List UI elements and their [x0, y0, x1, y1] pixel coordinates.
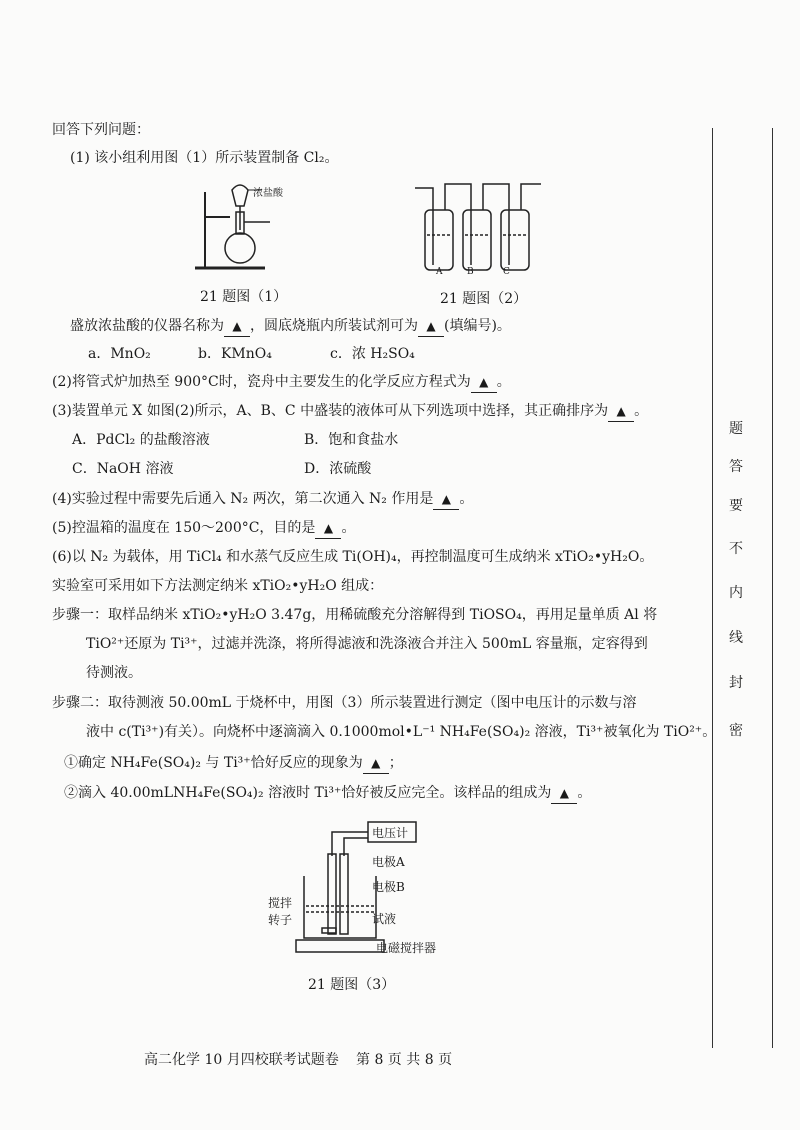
blank-mark: ▲: [616, 404, 626, 418]
step2-sub1: [64, 753, 403, 774]
footer-page-number: 第 8 页 共 8 页: [356, 1052, 453, 1068]
q1-line2-part-a: 盛放浓盐酸的仪器名称为: [70, 318, 224, 334]
q1-line2: [70, 316, 511, 337]
blank-mark: ▲: [426, 319, 436, 333]
fig3-label-stirrer-2: 转子: [268, 913, 293, 927]
fig1-label-hcl: 浓盐酸: [253, 188, 283, 199]
step2-sub2: [64, 783, 591, 804]
blank-mark: ▲: [441, 492, 451, 506]
margin-char-4: 内: [729, 585, 743, 601]
q6-line1: (6)以 N₂ 为载体，用 TiCl₄ 和水蒸气反应生成 Ti(OH)₄，再控制温度可生成纳米 xTiO₂•yH₂O。: [52, 549, 654, 565]
margin-line-outer: [772, 128, 773, 1048]
q2-line: [52, 372, 511, 393]
intro-text: 回答下列问题：: [52, 122, 150, 138]
fig3-label-electrode-b: 电极B: [372, 880, 405, 894]
q1-line2-part-c: (填编号)。: [444, 318, 511, 334]
fig3-label-magnetic-stirrer: 电磁搅拌器: [376, 941, 437, 955]
step2-sub2-text: ②滴入 40.00mLNH₄Fe(SO₄)₂ 溶液时 Ti³⁺恰好被反应完全。该样品的组成为: [64, 785, 552, 801]
answer-blank-7[interactable]: [363, 753, 389, 774]
q3-text: (3)装置单元 X 如图(2)所示，A、B、C 中盛装的液体可从下列选项中选择，其正确排序为: [52, 403, 609, 419]
q1-text: 该小组利用图（1）所示装置制备 Cl₂。: [94, 150, 339, 166]
answer-blank-1[interactable]: [224, 316, 250, 337]
step1-line2: TiO²⁺还原为 Ti³⁺，过滤并洗涤，将所得滤液和洗涤液合并注入 500mL 容量瓶，定容得到: [86, 636, 648, 652]
q4-text: (4)实验过程中需要先后通入 N₂ 两次，第二次通入 N₂ 作用是: [52, 491, 434, 507]
margin-char-2: 封: [729, 675, 743, 691]
fig2-label-c: C: [503, 267, 510, 277]
q1-option-c: c．浓 H₂SO₄: [330, 346, 415, 362]
margin-char-7: 答: [729, 459, 743, 475]
step2-sub1-end: ；: [388, 755, 403, 771]
margin-char-5: 不: [729, 541, 743, 557]
answer-blank-3[interactable]: [471, 372, 497, 393]
figure-2-wash-bottles: [413, 180, 543, 276]
q3-option-b: B．饱和食盐水: [304, 432, 399, 448]
blank-mark: ▲: [559, 786, 569, 800]
fig2-caption: 21 题图（2）: [440, 291, 528, 307]
answer-blank-5[interactable]: [433, 489, 459, 510]
fig3-label-stirrer-1: 搅拌: [268, 896, 293, 910]
margin-char-6: 要: [729, 498, 743, 514]
fig2-label-a: A: [436, 267, 443, 277]
q4-line: [52, 489, 473, 510]
margin-char-8: 题: [729, 421, 743, 437]
q1-line: [70, 148, 338, 168]
answer-blank-2[interactable]: [418, 316, 444, 337]
fig3-label-electrode-a: 电极A: [372, 855, 405, 869]
q6-line2: 实验室可采用如下方法测定纳米 xTiO₂•yH₂O 组成：: [52, 578, 384, 594]
q1-option-a: a．MnO₂: [88, 346, 151, 362]
margin-line-inner: [712, 128, 713, 1048]
answer-blank-4[interactable]: [608, 401, 634, 422]
fig1-caption: 21 题图（1）: [200, 289, 288, 305]
q3-end: 。: [634, 403, 649, 419]
q1-line2-part-b: ，圆底烧瓶内所装试剂可为: [250, 318, 418, 334]
q5-line: [52, 518, 355, 539]
step2-line2: 液中 c(Ti³⁺)有关）。向烧杯中逐滴滴入 0.1000mol•L⁻¹ NH₄Fe(SO₄)₂ 溶液，Ti³⁺被氧化为 TiO²⁺。: [86, 724, 717, 740]
footer-title: 高二化学 10 月四校联考试题卷: [144, 1052, 339, 1068]
blank-mark: ▲: [479, 375, 489, 389]
step2-line1: 步骤二：取待测液 50.00mL 于烧杯中，用图（3）所示装置进行测定（图中电压计的示数与溶: [52, 695, 637, 711]
q5-end: 。: [341, 520, 356, 536]
q3-option-d: D．浓硫酸: [304, 461, 372, 477]
q2-end: 。: [496, 374, 511, 390]
margin-char-1: 密: [729, 723, 743, 739]
blank-mark: ▲: [323, 521, 334, 535]
answer-blank-6[interactable]: [315, 518, 341, 539]
blank-mark: ▲: [232, 319, 242, 333]
q5-text: (5)控温箱的温度在 150～200°C，目的是: [52, 520, 316, 536]
step1-line3: 待测液。: [86, 665, 142, 681]
q3-option-a: A．PdCl₂ 的盐酸溶液: [72, 432, 210, 448]
q3-option-c: C．NaOH 溶液: [72, 461, 174, 477]
step1-line1: 步骤一：取样品纳米 xTiO₂•yH₂O 3.47g，用稀硫酸充分溶解得到 TiOSO₄，再用足量单质 Al 将: [52, 607, 658, 623]
fig3-label-solution: 试液: [372, 912, 397, 926]
q1-option-b: b．KMnO₄: [198, 346, 272, 362]
q3-line: [52, 401, 648, 422]
q1-label: (1): [70, 150, 90, 166]
fig2-label-b: B: [467, 267, 474, 277]
step2-sub1-text: ①确定 NH₄Fe(SO₄)₂ 与 Ti³⁺恰好反应的现象为: [64, 755, 363, 771]
q2-text: (2)将管式炉加热至 900°C时，瓷舟中主要发生的化学反应方程式为: [52, 374, 471, 390]
q4-end: 。: [459, 491, 474, 507]
fig3-label-voltmeter: 电压计: [372, 826, 409, 840]
fig3-caption: 21 题图（3）: [308, 977, 396, 993]
answer-blank-8[interactable]: [551, 783, 577, 804]
blank-mark: ▲: [371, 756, 381, 770]
step2-sub2-end: 。: [577, 785, 592, 801]
margin-char-3: 线: [729, 630, 743, 646]
